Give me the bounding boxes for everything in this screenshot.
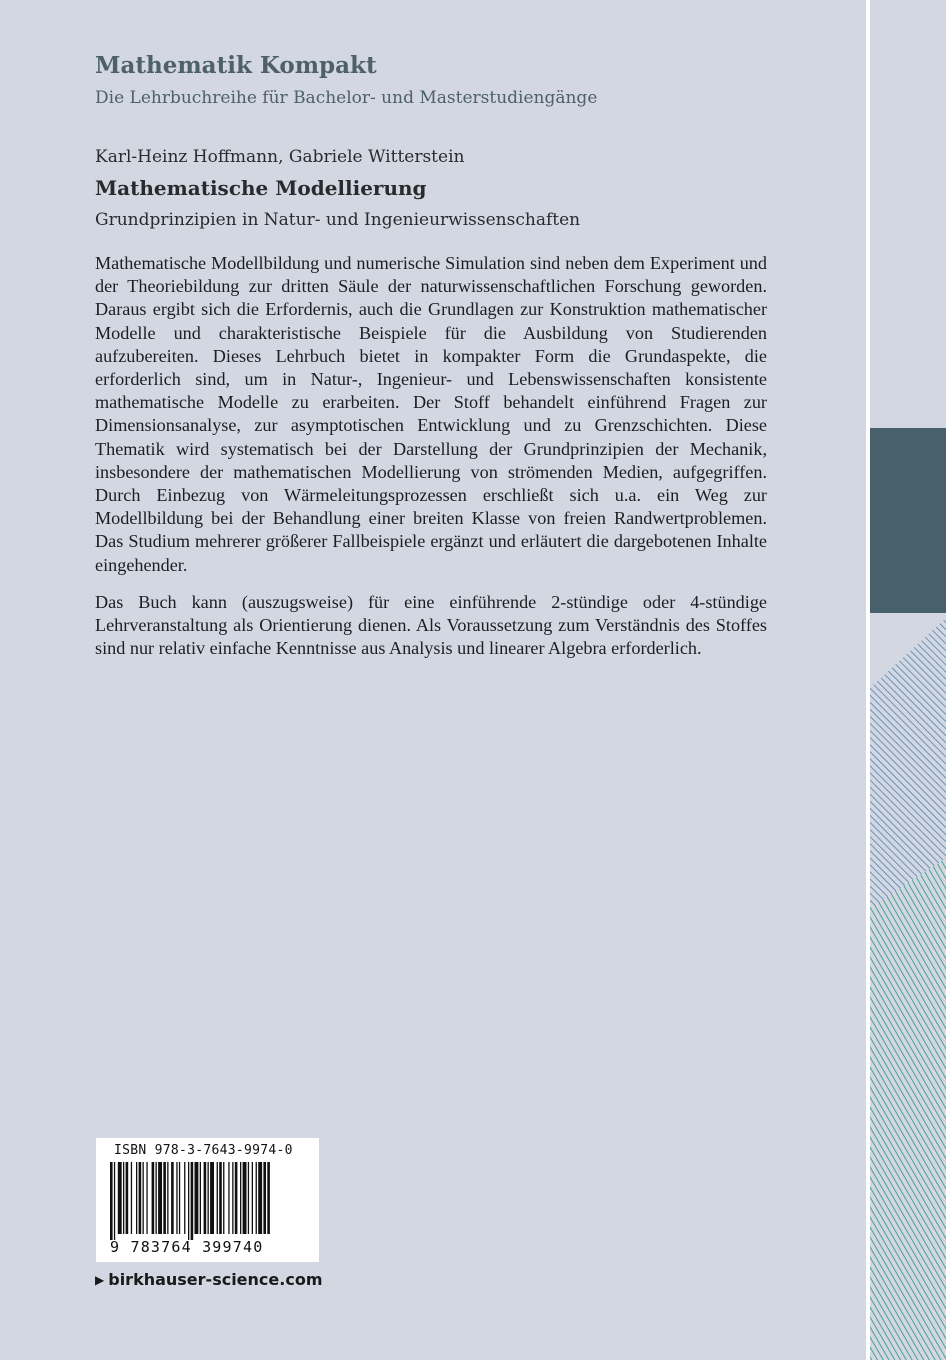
barcode-bar — [126, 1162, 129, 1234]
barcode-bar — [179, 1162, 180, 1234]
ean-digits: 9 783764 399740 — [110, 1238, 264, 1256]
publisher-link[interactable] — [95, 1270, 322, 1289]
barcode-bar — [219, 1162, 222, 1234]
barcode-bar — [184, 1162, 185, 1234]
barcode-bar — [240, 1162, 241, 1234]
barcode-bar — [267, 1162, 270, 1234]
series-title: Mathematik Kompakt — [95, 52, 377, 79]
side-line-pattern — [870, 618, 946, 1360]
book-title: Mathematische Modellierung — [95, 176, 427, 200]
barcode-bar — [204, 1162, 207, 1234]
barcode-bar — [152, 1162, 155, 1234]
barcode-bar — [252, 1162, 253, 1234]
barcode-bar — [188, 1162, 189, 1240]
barcode-bar — [139, 1162, 142, 1234]
barcode-bar — [163, 1162, 166, 1234]
barcode-bar — [248, 1162, 249, 1234]
publisher-url: birkhauser-science.com — [108, 1270, 323, 1289]
book-subtitle: Grundprinzipien in Natur- und Ingenieurwissenschaften — [95, 210, 581, 230]
barcode-bar — [143, 1162, 144, 1234]
accent-block — [870, 428, 946, 613]
barcode-bar — [171, 1162, 174, 1234]
barcode-bar — [136, 1162, 137, 1234]
barcode-bar — [110, 1162, 113, 1240]
barcode-bar — [235, 1162, 238, 1234]
barcode — [96, 1138, 319, 1262]
barcode-bar — [146, 1162, 147, 1234]
barcode-bar — [114, 1162, 115, 1240]
triangle-right-icon: ▶ — [95, 1273, 105, 1287]
barcode-bar — [156, 1162, 157, 1234]
blurb — [95, 252, 767, 674]
barcode-bar — [167, 1162, 168, 1234]
barcode-bar — [158, 1162, 162, 1234]
book-authors: Karl-Heinz Hoffmann, Gabriele Witterstein — [95, 147, 465, 167]
blurb-paragraph: Das Buch kann (auszugsweise) für eine einführende 2-stündige oder 4-stündige Lehrveranstaltung als Orientierung dienen. Als Voraussetzung zum Verständnis des Stoffes sind nur relativ einfache Kenntnisse aus Analysis und linearer Algebra erforderlich. — [95, 591, 767, 659]
barcode-bar — [228, 1162, 229, 1234]
barcode-bar — [208, 1162, 209, 1234]
blurb-paragraph: Mathematische Modellbildung und numerische Simulation sind neben dem Experiment und der Theoriebildung zur dritten Säule der naturwissenschaftlichen Forschung geworden. Daraus ergibt sich die Erfordernis, auch die Grundlagen zur Konstruktion mathematischer Modelle und charakteristische Beispiele für die Ausbildung von Studierenden aufzubereiten. Dieses Lehrbuch bietet in kompakter Form die Grundaspekte, die erforderlich sind, um in Natur-, Ingenieur- und Lebenswissenschaften konsistente mathematische Modelle zu erarbeiten. Der Stoff behandelt einführend Fragen zur Dimensionsanalyse, zur asymptotischen Entwicklung und zu Grenzschichten. Diese Thematik wird systematisch bei der Darstellung der Grundprinzipien der Mechanik, insbesondere der mathematischen Modellierung von strömenden Medien, aufgegriffen. Durch Einbezug von Wärmeleitungsprozessen erschließt sich u.a. ein Weg zur Modellbildung bei der Behandlung einer breiten Klasse von freien Randwertproblemen. Das Studium mehrerer größerer Fallbeispiele ergänzt und erläutert die dargebotenen Inhalte eingehender. — [95, 253, 767, 575]
barcode-bar — [118, 1162, 122, 1234]
barcode-bar — [191, 1162, 194, 1240]
barcode-bar — [200, 1162, 201, 1234]
barcode-bar — [263, 1162, 266, 1234]
series-subtitle: Die Lehrbuchreihe für Bachelor- und Masterstudiengänge — [95, 88, 598, 108]
barcode-bar — [131, 1162, 132, 1234]
barcode-bar — [223, 1162, 224, 1234]
isbn-label: ISBN 978-3-7643-9974-0 — [114, 1143, 293, 1158]
barcode-bar — [210, 1162, 214, 1234]
barcode-bar — [176, 1162, 177, 1234]
barcode-bar — [123, 1162, 124, 1234]
barcode-bar — [217, 1162, 218, 1234]
barcode-bar — [256, 1162, 257, 1234]
barcode-bar — [195, 1162, 199, 1234]
barcode-bar — [232, 1162, 233, 1234]
barcode-bar — [243, 1162, 247, 1234]
barcode-bar — [258, 1162, 262, 1234]
